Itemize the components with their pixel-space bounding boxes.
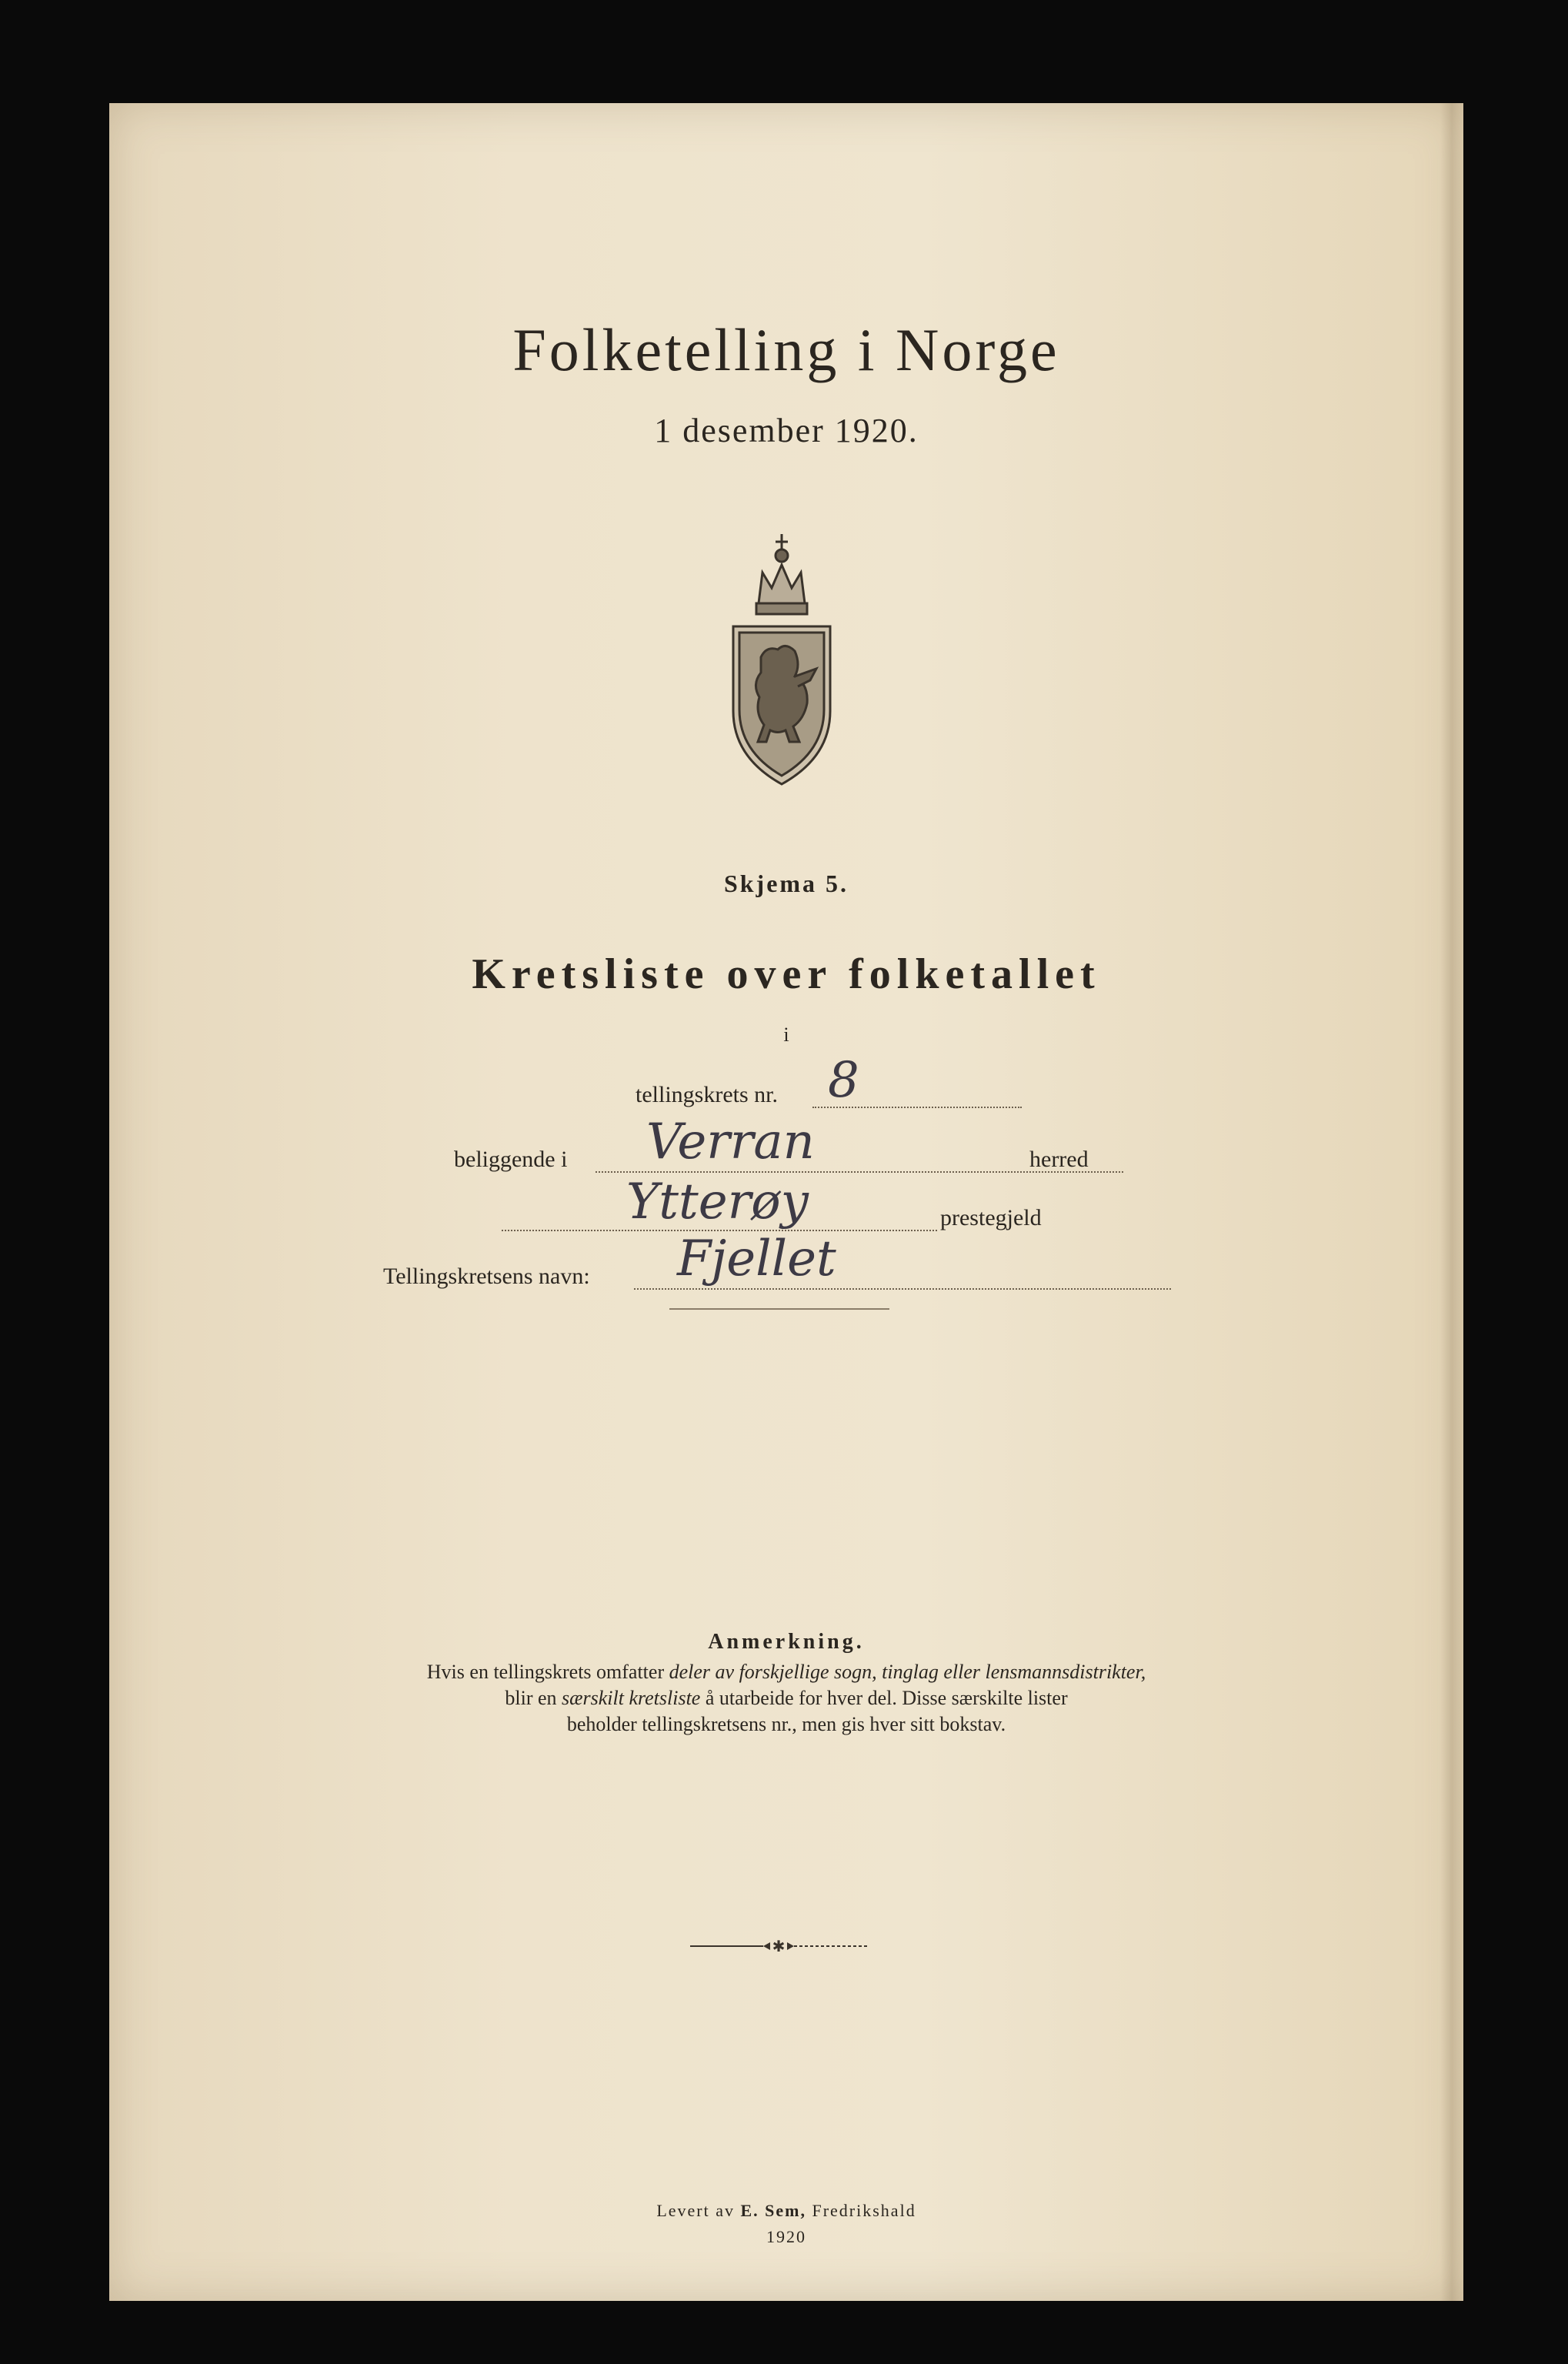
- note-line-1-text: Hvis en tellingskrets omfatter: [426, 1661, 669, 1683]
- divider-rule: [669, 1308, 889, 1310]
- located-value: Verran: [646, 1114, 815, 1170]
- printer-year: 1920: [766, 2227, 806, 2246]
- schema-number: Skjema 5.: [723, 870, 849, 897]
- printer-credit: [109, 2201, 1463, 2221]
- census-form-page: [109, 103, 1463, 2301]
- ornament-divider-icon: [690, 1935, 867, 1958]
- connector-text: i: [783, 1023, 789, 1046]
- printer-city: Fredrikshald: [806, 2201, 916, 2220]
- note-line-2-text: blir en: [505, 1687, 562, 1709]
- district-label: tellingskrets nr.: [636, 1082, 778, 1107]
- note-title: Anmerkning.: [708, 1630, 865, 1654]
- parish-suffix: prestegjeld: [940, 1205, 1042, 1230]
- name-line: [634, 1288, 1171, 1290]
- district-value: 8: [828, 1052, 859, 1109]
- note-line-3: beholder tellingskretsens nr., men gis hver sitt bokstav.: [566, 1713, 1006, 1735]
- note-line-2-rest: å utarbeide for hver del. Disse særskilte lister: [700, 1687, 1068, 1709]
- note-line-1-emphasis: deler av forskjellige sogn, tinglag eller lensmannsdistrikter,: [669, 1661, 1146, 1683]
- printer-name: E. Sem,: [740, 2201, 806, 2220]
- note-line-1: [109, 1659, 1463, 1685]
- census-date: 1 desember 1920.: [654, 412, 919, 449]
- svg-text:✱: ✱: [772, 1937, 786, 1955]
- form-title: Folketelling i Norge: [512, 316, 1060, 383]
- norwegian-coat-of-arms-icon: [724, 511, 839, 796]
- located-label: beliggende i: [454, 1147, 568, 1172]
- printer-prefix: Levert av: [656, 2201, 741, 2220]
- parish-value: Ytterøy: [626, 1174, 809, 1230]
- form-subtitle: Kretsliste over folketallet: [472, 950, 1101, 998]
- municipality-suffix: herred: [1029, 1147, 1089, 1172]
- name-label: Tellingskretsens navn:: [383, 1264, 590, 1289]
- name-value: Fjellet: [677, 1230, 836, 1287]
- note-line-2-emphasis: særskilt kretsliste: [562, 1687, 701, 1709]
- note-line-2: [109, 1685, 1463, 1711]
